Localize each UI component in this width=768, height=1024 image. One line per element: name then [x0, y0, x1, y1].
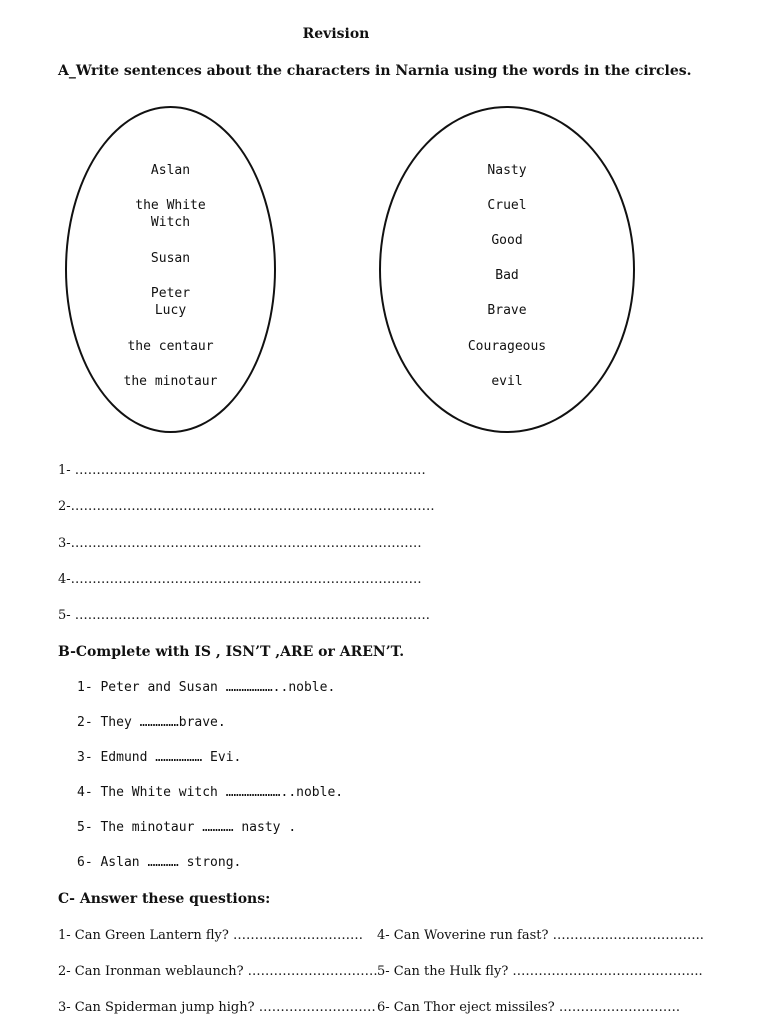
- c-question-4[interactable]: 4- Can Woverine run fast? ……………………………..: [377, 928, 704, 943]
- word-courageous: Courageous: [467, 339, 547, 354]
- word-brave: Brave: [487, 303, 527, 318]
- word-peter-lucy: Peter Lucy: [150, 286, 191, 318]
- b-item-4[interactable]: 4- The White witch …………………..noble.: [77, 785, 344, 800]
- b-item-6[interactable]: 6- Aslan ………… strong.: [77, 855, 242, 870]
- c-question-3[interactable]: 3- Can Spiderman jump high? ………………………: [58, 1000, 376, 1015]
- section-b-instruction: B-Complete with IS , ISN’T ,ARE or AREN’T.: [58, 644, 405, 660]
- b-item-2[interactable]: 2- They ……………brave.: [77, 715, 226, 730]
- b-item-3[interactable]: 3- Edmund ……………… Evi.: [77, 750, 242, 765]
- answer-line-4[interactable]: 4-………………………………………………………………………: [58, 572, 422, 587]
- section-c-instruction: C- Answer these questions:: [58, 891, 271, 907]
- answer-line-5[interactable]: 5- ……………………………………………………………………….: [58, 608, 430, 623]
- word-susan: Susan: [150, 251, 191, 266]
- section-a-instruction: A_Write sentences about the characters in Narnia using the words in the circles.: [58, 63, 692, 79]
- adjectives-circle: [379, 106, 635, 433]
- c-question-5[interactable]: 5- Can the Hulk fly? ……………………………………..: [377, 964, 703, 979]
- word-centaur: the centaur: [127, 339, 214, 354]
- word-bad: Bad: [495, 268, 519, 283]
- answer-line-2[interactable]: 2-…………………………………………………………………………: [58, 499, 435, 514]
- word-aslan: Aslan: [150, 163, 191, 178]
- word-cruel: Cruel: [487, 198, 527, 213]
- word-good: Good: [491, 233, 523, 248]
- answer-line-3[interactable]: 3-………………………………………………………………………: [58, 536, 422, 551]
- c-question-1[interactable]: 1- Can Green Lantern fly? …………………………: [58, 928, 363, 943]
- word-nasty: Nasty: [487, 163, 527, 178]
- b-item-5[interactable]: 5- The minotaur ………… nasty .: [77, 820, 297, 835]
- c-question-6[interactable]: 6- Can Thor eject missiles? ……………………….: [377, 1000, 681, 1015]
- word-minotaur: the minotaur: [123, 374, 218, 389]
- word-white-witch: the White Witch: [135, 198, 206, 230]
- word-evil: evil: [491, 374, 523, 389]
- characters-circle: [65, 106, 276, 433]
- answer-line-1[interactable]: 1- ………………………………………………………………………: [58, 463, 426, 478]
- page-title: Revision: [302, 26, 370, 42]
- c-question-2[interactable]: 2- Can Ironman weblaunch? …………………………: [58, 964, 378, 979]
- b-item-1[interactable]: 1- Peter and Susan ………………..noble.: [77, 680, 336, 695]
